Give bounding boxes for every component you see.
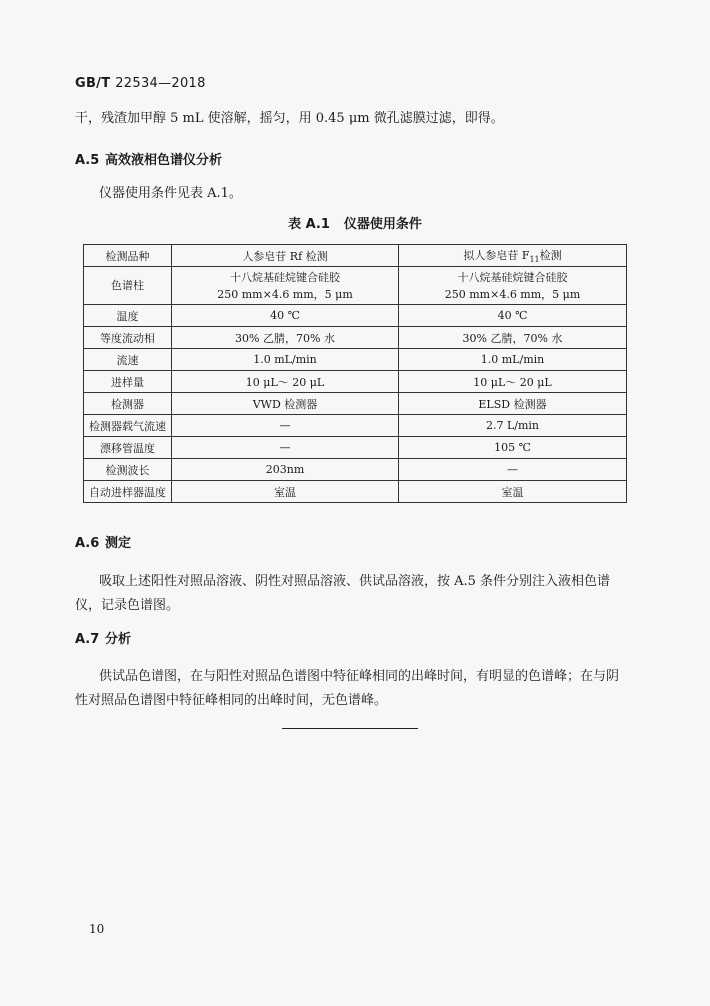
section-number: A.6 — [75, 536, 100, 551]
standard-code-header — [75, 76, 206, 91]
table-cell: 2.7 L/min — [399, 415, 627, 437]
section-number: A.5 — [75, 153, 100, 168]
table-row — [84, 415, 627, 437]
row-label: 检测波长 — [84, 459, 172, 481]
row-label: 检测器 — [84, 393, 172, 415]
row-label: 进样量 — [84, 371, 172, 393]
table-row — [84, 371, 627, 393]
section-title: 测定 — [105, 536, 132, 551]
table-cell: ELSD 检测器 — [399, 393, 627, 415]
table-row — [84, 459, 627, 481]
table-row — [84, 327, 627, 349]
table-row — [84, 305, 627, 327]
header-cell: 检测品种 — [84, 245, 172, 267]
table-header-row — [84, 245, 627, 267]
header-cell: 拟人参皂苷 $F_{11}$检测 — [399, 245, 627, 267]
section-title: 分析 — [105, 632, 132, 647]
section-heading-a5 — [75, 149, 222, 168]
section-a6-paragraph: 吸取上述阳性对照品溶液、阴性对照品溶液、供试品溶液，按 A.5 条件分别注入液相色谱仪，记录色谱图。 — [75, 574, 611, 613]
table-cell: 105 ℃ — [399, 437, 627, 459]
table-number: 表 A.1 — [288, 217, 330, 232]
standard-code-prefix: GB/T — [75, 76, 111, 91]
table-row — [84, 481, 627, 503]
table-row — [84, 267, 627, 305]
table-cell: 1.0 mL/min — [172, 349, 399, 371]
table-cell: 十八烷基硅烷键合硅胶 250 mm×4.6 mm，5 μm — [399, 267, 627, 305]
end-of-document-rule — [282, 728, 418, 729]
table-cell: — — [399, 459, 627, 481]
table-cell: 室温 — [172, 481, 399, 503]
row-label: 自动进样器温度 — [84, 481, 172, 503]
row-label: 等度流动相 — [84, 327, 172, 349]
table-row — [84, 437, 627, 459]
table-cell: 十八烷基硅烷键合硅胶 250 mm×4.6 mm，5 μm — [172, 267, 399, 305]
section-heading-a7 — [75, 628, 131, 647]
row-label: 温度 — [84, 305, 172, 327]
section-a5-paragraph: 仪器使用条件见表 A.1。 — [99, 186, 242, 201]
table-row — [84, 393, 627, 415]
table-title: 仪器使用条件 — [343, 217, 422, 232]
section-title: 高效液相色谱仪分析 — [105, 153, 223, 168]
row-label: 色谱柱 — [84, 267, 172, 305]
table-cell: — — [172, 437, 399, 459]
section-a7-paragraph: 供试品色谱图，在与阳性对照品色谱图中特征峰相同的出峰时间，有明显的色谱峰；在与阴性对照品色谱图中特征峰相同的出峰时间，无色谱峰。 — [75, 669, 620, 708]
standard-code-number: 22534—2018 — [115, 76, 206, 91]
table-cell: 10 μL～ 20 μL — [172, 371, 399, 393]
table-cell: VWD 检测器 — [172, 393, 399, 415]
table-cell: 40 ℃ — [399, 305, 627, 327]
row-label: 漂移管温度 — [84, 437, 172, 459]
table-cell: 40 ℃ — [172, 305, 399, 327]
table-caption — [0, 213, 710, 232]
table-cell: 30% 乙腈，70% 水 — [399, 327, 627, 349]
table-cell: 1.0 mL/min — [399, 349, 627, 371]
table-cell: 30% 乙腈，70% 水 — [172, 327, 399, 349]
header-cell: 人参皂苷 Rf 检测 — [172, 245, 399, 267]
section-number: A.7 — [75, 632, 100, 647]
row-label: 检测器载气流速 — [84, 415, 172, 437]
table-cell: 室温 — [399, 481, 627, 503]
instrument-conditions-table — [83, 244, 627, 503]
row-label: 流速 — [84, 349, 172, 371]
section-heading-a6 — [75, 532, 131, 551]
table-row — [84, 349, 627, 371]
table-cell: 203nm — [172, 459, 399, 481]
page-number: 10 — [89, 922, 105, 936]
continuation-paragraph: 干，残渣加甲醇 5 mL 使溶解，摇匀，用 0.45 μm 微孔滤膜过滤，即得。 — [75, 111, 504, 126]
table-cell: 10 μL～ 20 μL — [399, 371, 627, 393]
table-cell: — — [172, 415, 399, 437]
